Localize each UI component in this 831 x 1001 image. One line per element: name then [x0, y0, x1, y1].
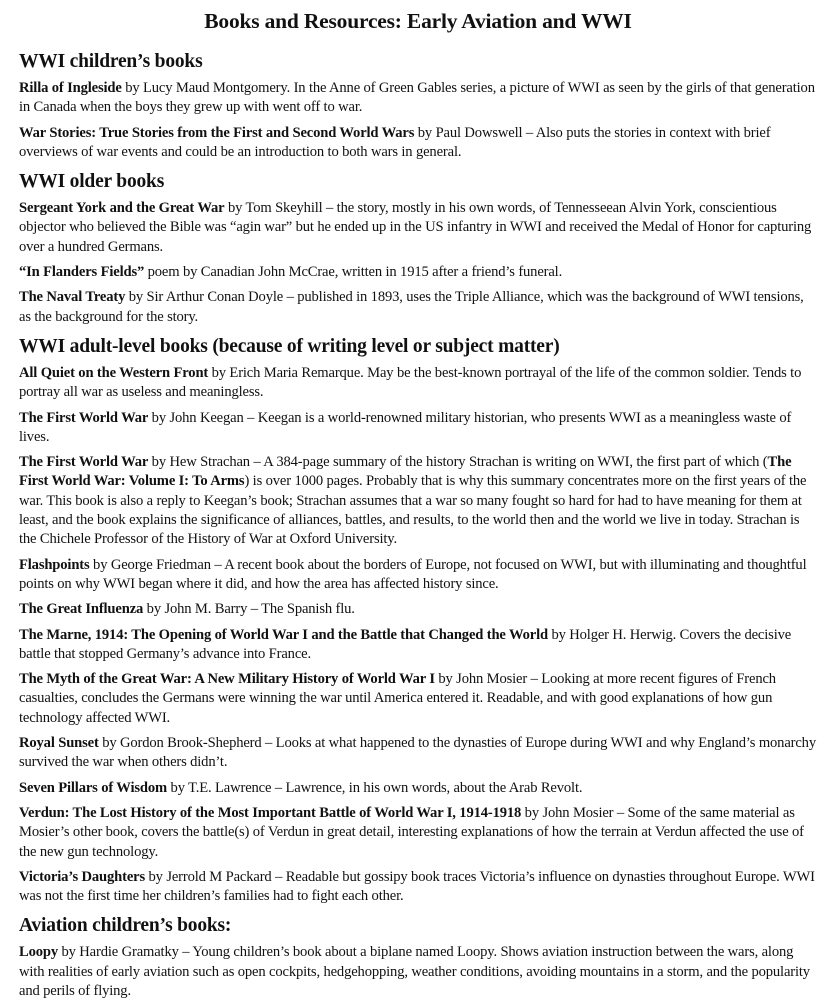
book-entry [19, 556, 817, 595]
book-title: The First World War [19, 409, 149, 426]
book-description: by George Friedman – A recent book about the borders of Europe, not focused on WWI, but with illuminating and thoughtful points on why WWI began where it did, and how the area has affected history since. [19, 556, 807, 592]
book-title: “In Flanders Fields” [19, 264, 145, 281]
book-entry [19, 79, 817, 118]
book-title: Verdun: The Lost History of the Most Important Battle of World War I, 1914-1918 [19, 804, 522, 821]
book-entry [19, 734, 817, 773]
section-heading-wwi-children: WWI children’s books [19, 51, 203, 72]
book-title: Victoria’s Daughters [19, 868, 146, 885]
book-entry [19, 288, 817, 327]
book-title: The Great Influenza [19, 601, 144, 618]
book-description: by Jerrold M Packard – Readable but gossipy book traces Victoria’s influence on dynasties throughout Europe. WWI was not the first time her children’s families had to fight each other. [19, 868, 815, 905]
book-title: War Stories: True Stories from the First and Second World Wars [19, 124, 415, 141]
document-title: Books and Resources: Early Aviation and WWI [204, 9, 632, 33]
book-entry [19, 600, 817, 619]
book-entry [19, 868, 817, 907]
book-entry [19, 670, 817, 728]
book-description: by John M. Barry – The Spanish flu. [143, 601, 355, 618]
book-title: Seven Pillars of Wisdom [19, 779, 168, 796]
book-entry [19, 626, 817, 665]
book-title: Flashpoints [19, 556, 90, 573]
book-description: by T.E. Lawrence – Lawrence, in his own words, about the Arab Revolt. [167, 779, 583, 796]
book-entry [19, 364, 817, 403]
book-entry [19, 943, 817, 1001]
book-description: by Erich Maria Remarque. May be the best-known portrayal of the life of the common soldier. Tends to portray all war as useless and meaningless. [19, 364, 802, 401]
book-description: by Lucy Maud Montgomery. In the Anne of Green Gables series, a picture of WWI as seen by the girls of that generation in Canada when the boys they grew up with went off to war. [19, 80, 815, 116]
book-description: by Gordon Brook-Shepherd – Looks at what happened to the dynasties of Europe during WWI and why England’s monarchy survived the war when others didn’t. [19, 735, 816, 771]
book-entry [19, 124, 817, 163]
book-description: by Hardie Gramatky – Young children’s book about a biplane named Loopy. Shows aviation instruction between the wars, along with realities of early aviation such as open cockpits, hedgehopping, weather conditions, avoiding mountains in a storm, and the popularity and perils of flying. [19, 944, 810, 999]
book-entry [19, 453, 817, 549]
book-description: by John Keegan – Keegan is a world-renowned military historian, who presents WWI as a meaningless waste of lives. [19, 409, 792, 445]
book-description: by Sir Arthur Conan Doyle – published in 1893, uses the Triple Alliance, which was the background of WWI tensions, as the background for the story. [19, 289, 804, 325]
book-title: The First World War [19, 454, 149, 471]
book-entry [19, 263, 817, 282]
book-description: by Hew Strachan – A 384-page summary of the history Strachan is writing on WWI, the first part of which ( [148, 454, 768, 471]
section-heading-wwi-adult: WWI adult-level books (because of writing level or subject matter) [19, 335, 560, 357]
section-heading-wwi-older: WWI older books [19, 171, 165, 193]
book-entry [19, 779, 817, 798]
book-entry [19, 199, 817, 257]
book-title: The Marne, 1914: The Opening of World War I and the Battle that Changed the World [19, 626, 548, 643]
section-heading-aviation-children: Aviation children’s books: [19, 915, 232, 937]
book-description-continued: ) is over 1000 pages. Probably that is why this summary concentrates more on the first years of the war. This book is also a reply to Keegan’s book; Strachan assumes that a war so many fought so hard for had to have meaning for them at least, and the book explains the significance of alliances, battles, and results, to the world then and the world we live in today. Strachan is the Chichele Professor of the History of War at Oxford University. [19, 473, 807, 548]
book-title: The Myth of the Great War: A New Military History of World War I [19, 671, 435, 688]
book-entry [19, 409, 817, 448]
book-entry [19, 804, 817, 862]
book-description: by John Mosier – Looking at more recent figures of French casualties, concludes the Germans were winning the war until America entered it. Readable, and with good explanations of how gun technology affected WWI. [19, 671, 776, 726]
book-title: Royal Sunset [19, 735, 99, 752]
book-description: by Paul Dowswell – Also puts the stories in context with brief overviews of war events and could be an introduction to both wars in general. [19, 124, 771, 160]
book-description: by Holger H. Herwig. Covers the decisive battle that stopped Germany’s advance into France. [19, 626, 792, 662]
book-title: All Quiet on the Western Front [19, 364, 209, 381]
book-title: Rilla of Ingleside [19, 80, 122, 96]
book-description: by Tom Skeyhill – the story, mostly in his own words, of Tennesseean Alvin York, conscientious objector who believed the Bible was “agin war” but he ended up in the US infantry in WWI and received the Medal of Honor for capturing over a hundred Germans. [19, 200, 812, 255]
book-title: Sergeant York and the Great War [19, 200, 225, 217]
book-description: by John Mosier – Some of the same material as Mosier’s other book, covers the battle(s) of Verdun in great detail, interesting explanations of how the terrain at Verdun affected the use of the new gun technology. [19, 804, 804, 860]
book-title: The Naval Treaty [19, 289, 126, 306]
book-description: poem by Canadian John McCrae, written in 1915 after a friend’s funeral. [144, 264, 563, 281]
book-title: Loopy [19, 944, 58, 961]
book-inner-title: The First World War: Volume I: To Arms [19, 454, 792, 490]
